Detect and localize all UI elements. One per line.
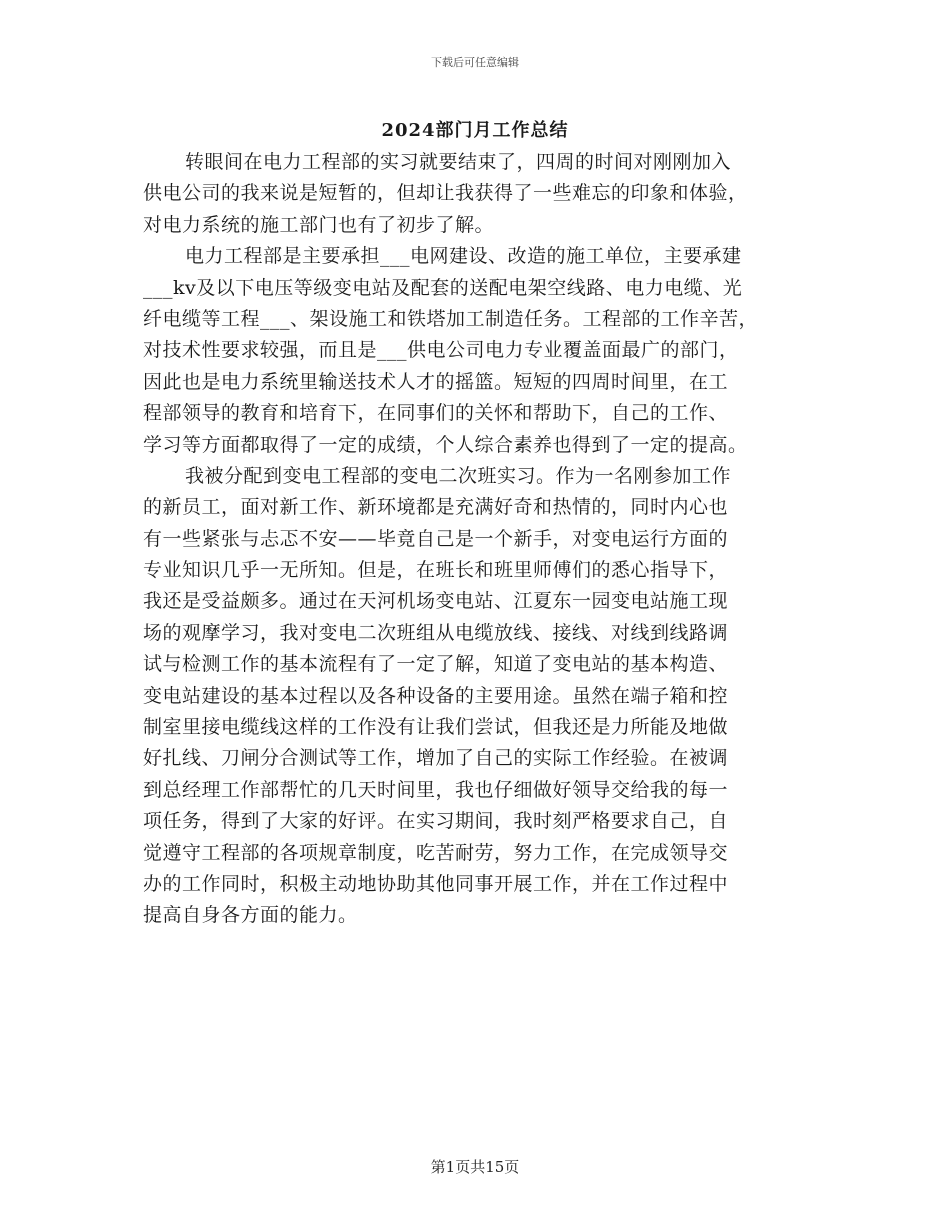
- text-line: 对电力系统的施工部门也有了初步了解。: [143, 213, 495, 236]
- header-note: 下载后可任意编辑: [431, 56, 519, 69]
- text-line: 电力工程部是主要承担___电网建设、改造的施工单位，主要承建: [185, 245, 742, 268]
- text-line: 我被分配到变电工程部的变电二次班实习。作为一名刚参加工作: [185, 464, 732, 487]
- text-line: 程部领导的教育和培育下，在同事们的关怀和帮助下，自己的工作、: [143, 402, 729, 425]
- text-line: 供电公司的我来说是短暂的，但却让我获得了一些难忘的印象和体验，: [143, 182, 748, 205]
- text-line: 好扎线、刀闸分合测试等工作，增加了自己的实际工作经验。在被调: [143, 747, 729, 770]
- text-line: 觉遵守工程部的各项规章制度，吃苦耐劳，努力工作，在完成领导交: [143, 841, 729, 864]
- text-line: 因此也是电力系统里输送技术人才的摇篮。短短的四周时间里，在工: [143, 370, 729, 393]
- text-line: 我还是受益颇多。通过在天河机场变电站、江夏东一园变电站施工现: [143, 590, 729, 613]
- paragraph-2: [143, 241, 809, 461]
- text-line: 提高自身各方面的能力。: [143, 904, 358, 927]
- text-line: 专业知识几乎一无所知。但是，在班长和班里师傅们的悉心指导下，: [143, 559, 729, 582]
- paragraph-3: [143, 461, 809, 932]
- text-line: 对技术性要求较强，而且是___供电公司电力专业覆盖面最广的部门，: [143, 339, 739, 362]
- text-line: 纤电缆等工程___、架设施工和铁塔加工制造任务。工程部的工作辛苦，: [143, 307, 759, 330]
- text-line: ___kv及以下电压等级变电站及配套的送配电架空线路、电力电缆、光: [143, 276, 743, 299]
- page-footer: 第1页共15页: [430, 1158, 520, 1176]
- text-line: 有一些紧张与忐忑不安——毕竟自己是一个新手，对变电运行方面的: [143, 527, 729, 550]
- text-line: 试与检测工作的基本流程有了一定了解，知道了变电站的基本构造、: [143, 653, 729, 676]
- text-line: 的新员工，面对新工作、新环境都是充满好奇和热情的，同时内心也: [143, 496, 729, 519]
- text-line: 场的观摩学习，我对变电二次班组从电缆放线、接线、对线到线路调: [143, 621, 729, 644]
- text-line: 制室里接电缆线这样的工作没有让我们尝试，但我还是力所能及地做: [143, 716, 729, 739]
- page-title: 2024部门月工作总结: [381, 120, 569, 141]
- text-line: 到总经理工作部帮忙的几天时间里，我也仔细做好领导交给我的每一: [143, 778, 729, 801]
- text-line: 学习等方面都取得了一定的成绩，个人综合素养也得到了一定的提高。: [143, 433, 748, 456]
- text-line: 变电站建设的基本过程以及各种设备的主要用途。虽然在端子箱和控: [143, 684, 729, 707]
- paragraph-1: [143, 147, 809, 241]
- text-line: 办的工作同时，积极主动地协助其他同事开展工作，并在工作过程中: [143, 872, 729, 895]
- text-line: 项任务，得到了大家的好评。在实习期间，我时刻严格要求自己，自: [143, 810, 729, 833]
- text-line: 转眼间在电力工程部的实习就要结束了，四周的时间对刚刚加入: [185, 151, 732, 173]
- document-body: [143, 147, 809, 932]
